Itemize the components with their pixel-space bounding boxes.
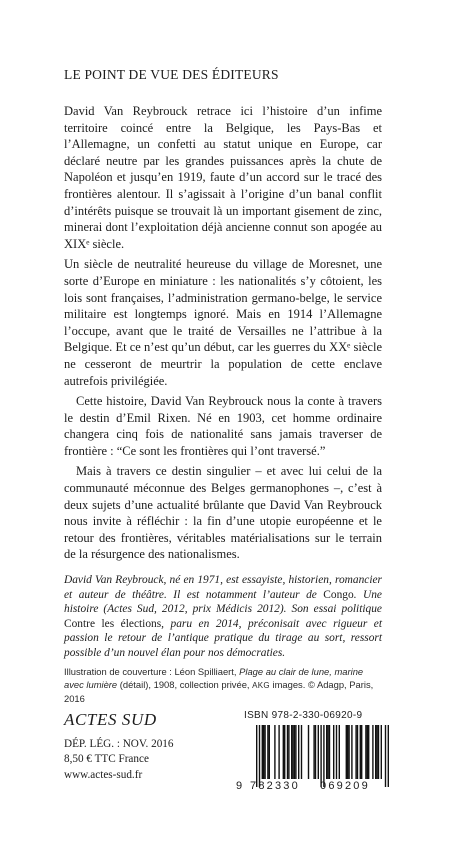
- author-book-title: Contre les élections: [64, 617, 162, 630]
- barcode-bar: [269, 725, 270, 779]
- barcode-bar: [274, 725, 275, 779]
- blurb-paragraph: Cette histoire, David Van Reybrouck nous la conte à travers le destin d’Emil Rixen. Né en 1903, cet homme ordinaire changera cinq fois de nationalité sans jamais traverser de frontière : “Ce sont les frontières qui l’ont traversé.”: [64, 394, 382, 458]
- barcode-bar: [346, 725, 347, 779]
- barcode-bar: [291, 725, 292, 779]
- barcode-bar: [333, 725, 334, 779]
- legal-info: [64, 737, 234, 783]
- barcode-bar: [308, 725, 309, 779]
- barcode-digits: [236, 780, 396, 792]
- barcode-bar: [320, 725, 321, 787]
- barcode-bar: [315, 725, 316, 779]
- barcode-bar: [295, 725, 296, 779]
- barcode-bar: [368, 725, 369, 779]
- artwork-title: Plage au clair de lune, marine avec lumière: [64, 666, 364, 690]
- barcode-bar: [263, 725, 264, 779]
- barcode-bar: [292, 725, 293, 779]
- barcode-bar: [323, 725, 324, 787]
- barcode-digit-first: 9: [236, 780, 245, 792]
- publisher-logo: ACTES SUD: [64, 710, 157, 729]
- barcode-bar: [327, 725, 328, 779]
- barcode-bar: [262, 725, 263, 779]
- barcode-bar: [348, 725, 349, 779]
- barcode-bar: [326, 725, 327, 779]
- barcode-bar: [351, 725, 352, 779]
- blurb-paragraph: Mais à travers ce destin singulier – et avec lui celui de la communauté méconnue des Belges germanophones –, c’est à deux sujets d’une actualité brûlante que David Van Reybrouck nous invite à réfléchir : la fin d’une utopie européenne et le retour des frontières, véritables matérialisations sur le terrain de la résurgence des nationalismes.: [64, 464, 382, 562]
- author-bio-text: David Van Reybrouck, né en 1971, est essayiste, historien, romancier et auteur de théâtre. Il est notamment l’auteur de: [64, 574, 382, 601]
- website-link[interactable]: www.actes-sud.fr: [64, 768, 143, 781]
- credits-text: images. © Adagp, Paris, 2016: [64, 679, 374, 704]
- price: 8,50 € TTC France: [64, 753, 149, 766]
- barcode-bar: [376, 725, 377, 779]
- barcode-bar: [288, 725, 289, 779]
- barcode-bar: [361, 725, 362, 779]
- author-bio-text: , paru en 2014, préconisait avec rigueur et passion le retour de l’antique pratique du tirage au sort, ressort possible d’un nouvel élan pour nos démocraties.: [64, 617, 383, 659]
- barcode-bar: [355, 725, 356, 779]
- barcode-bar: [259, 725, 260, 787]
- barcode-bar: [388, 725, 389, 787]
- credits-text: Illustration de couverture : Léon Spilliaert,: [64, 666, 240, 677]
- barcode-bar: [256, 725, 257, 787]
- barcode-bar: [287, 725, 288, 779]
- author-book-title: Congo: [323, 588, 354, 601]
- author-bio: [64, 573, 382, 661]
- cover-credits: [64, 665, 382, 705]
- author-bio-text: . Une histoire (Actes Sud, 2012, prix Médicis 2012). Son essai politique: [64, 588, 382, 616]
- barcode-bar: [278, 725, 279, 779]
- barcode-bar: [360, 725, 361, 779]
- barcode-bar: [339, 725, 340, 779]
- barcode-bar: [357, 725, 358, 779]
- agency-name: AKG: [252, 681, 270, 690]
- barcode-bar: [301, 725, 302, 779]
- barcode-bar: [329, 725, 330, 779]
- barcode-bar: [372, 725, 373, 779]
- barcode-bar: [385, 725, 386, 787]
- barcode-bar: [313, 725, 314, 779]
- barcode-bar: [347, 725, 348, 779]
- barcode-bar: [298, 725, 299, 779]
- blurb-paragraph: David Van Reybrouck retrace ici l’histoire d’un infime territoire coincé entre la Belgique, les Pays-Bas et l’Allemagne, un confetti au statut unique en Europe, car déclaré neutre par les grandes puissances après la chute de Napoléon et jusqu’en 1919, faute d’un accord sur le tracé des frontières alentour. Il s’agissait à l’origine d’un banal conflit d’intérêts puisque se trouvait là un important gisement de zinc, minerai dont l’exploitation déjà ancienne connut son apogée au XIXᵉ siècle.: [64, 104, 382, 251]
- barcode-bar: [375, 725, 376, 779]
- barcode-digits-right: 069209: [320, 780, 370, 792]
- barcode-bar: [365, 725, 366, 779]
- blurb-text: [64, 103, 382, 567]
- isbn: ISBN 978-2-330-06920-9: [244, 710, 363, 721]
- barcode-bar: [318, 725, 319, 779]
- blurb-paragraph: Un siècle de neutralité heureuse du village de Moresnet, une sorte d’Europe en miniature : les nationalités s’y côtoient, les lois sont françaises, l’administration germano-belge, le service militaire est longtemps ignoré. Mais en 1914 l’Allemagne l’occupe, avant que le traité de Versailles ne l’attribue à la Belgique. Et ce n’est qu’un début, car les guerres du XXᵉ siècle ne cesseront de meurtrir la population de cette enclave autrefois privilégiée.: [64, 257, 382, 388]
- barcode-bar: [267, 725, 268, 779]
- barcode-bar: [294, 725, 295, 779]
- barcode-bar: [378, 725, 379, 779]
- barcode-bar: [264, 725, 265, 779]
- credits-text: (détail), 1908, collection privée,: [117, 679, 253, 690]
- barcode-bar: [367, 725, 368, 779]
- section-heading: LE POINT DE VUE DES ÉDITEURS: [64, 67, 279, 82]
- barcode-bar: [284, 725, 285, 779]
- barcode-digits-left: 782330: [250, 780, 300, 792]
- barcode-bar: [381, 725, 382, 779]
- legal-deposit: DÉP. LÉG. : NOV. 2016: [64, 738, 174, 750]
- barcode-bar: [336, 725, 337, 779]
- barcode-bar: [283, 725, 284, 779]
